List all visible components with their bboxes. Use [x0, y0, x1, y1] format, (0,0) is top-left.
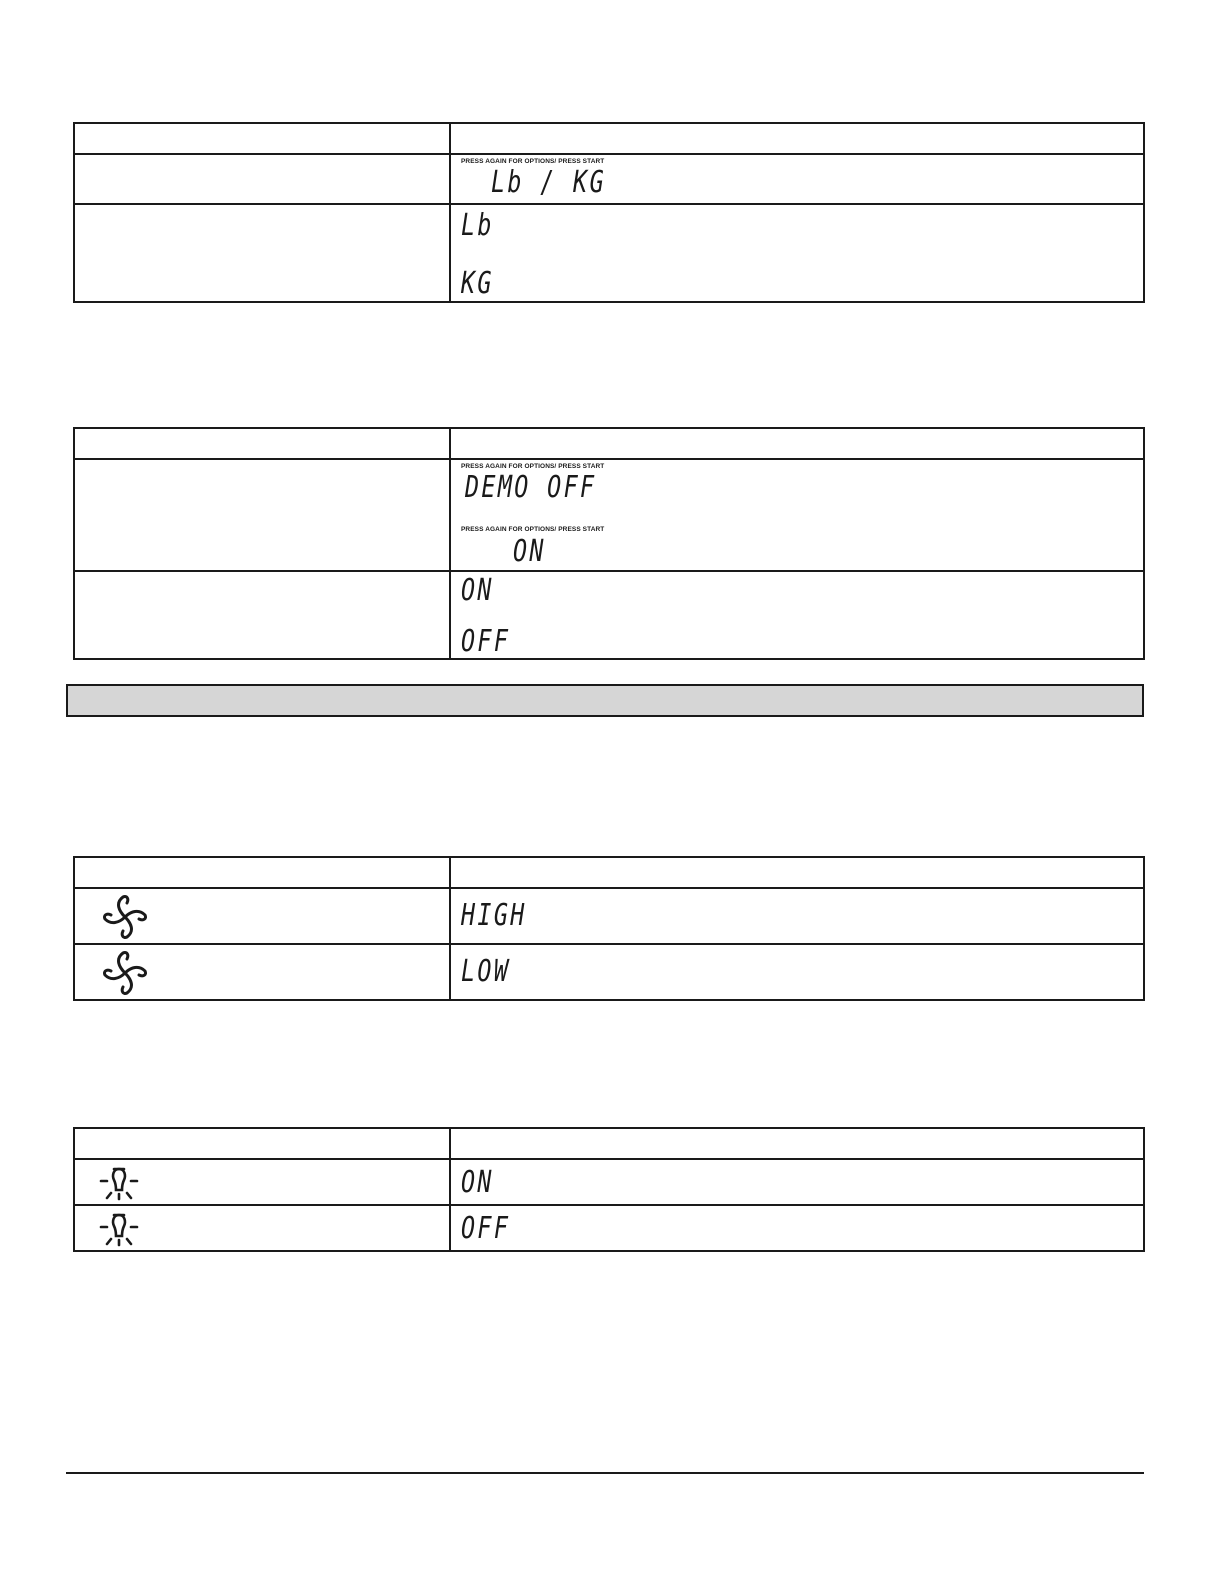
lcd-display: DEMO OFF [465, 470, 597, 505]
display-caption: PRESS AGAIN FOR OPTIONS/ PRESS START [461, 526, 605, 533]
lcd-display: Lb / KG [491, 165, 607, 200]
table-header-left [74, 123, 450, 154]
lcd-display: ON [461, 1165, 494, 1200]
light-table [73, 1127, 1145, 1252]
table-header-right [450, 857, 1144, 888]
table-cell [74, 154, 450, 204]
table-cell [74, 459, 450, 571]
table-cell [450, 204, 1144, 302]
table-cell [74, 204, 450, 302]
fan-icon [97, 947, 153, 999]
footer-rule [66, 1472, 1144, 1474]
table-header-right [450, 123, 1144, 154]
demo-mode-table [73, 427, 1145, 660]
display-caption: PRESS AGAIN FOR OPTIONS/ PRESS START [461, 158, 605, 165]
table-cell [74, 944, 450, 1000]
weight-unit-table [73, 122, 1145, 303]
display-caption: PRESS AGAIN FOR OPTIONS/ PRESS START [461, 463, 605, 470]
fan-speed-table [73, 856, 1145, 1001]
section-heading-bar [66, 684, 1144, 717]
light-bulb-icon [99, 1163, 139, 1203]
table-cell [450, 1205, 1144, 1251]
table-header-left [74, 428, 450, 459]
lcd-display: OFF [461, 1211, 511, 1246]
table-cell [450, 888, 1144, 944]
table-header-left [74, 857, 450, 888]
lcd-display: LOW [461, 954, 511, 989]
table-cell [74, 888, 450, 944]
table-cell [74, 1205, 450, 1251]
table-cell [450, 1159, 1144, 1205]
table-header-right [450, 428, 1144, 459]
light-bulb-icon [99, 1209, 139, 1249]
table-cell [450, 459, 1144, 571]
table-cell [450, 154, 1144, 204]
fan-icon [97, 891, 153, 943]
table-cell [450, 944, 1144, 1000]
table-header-right [450, 1128, 1144, 1159]
lcd-display: ON [513, 534, 546, 569]
table-cell [74, 1159, 450, 1205]
lcd-option: ON [461, 573, 494, 608]
table-header-left [74, 1128, 450, 1159]
table-cell [450, 571, 1144, 659]
table-cell [74, 571, 450, 659]
lcd-option: OFF [461, 624, 511, 659]
lcd-option: Lb [461, 208, 494, 243]
lcd-option: KG [461, 266, 494, 301]
lcd-display: HIGH [461, 898, 527, 933]
